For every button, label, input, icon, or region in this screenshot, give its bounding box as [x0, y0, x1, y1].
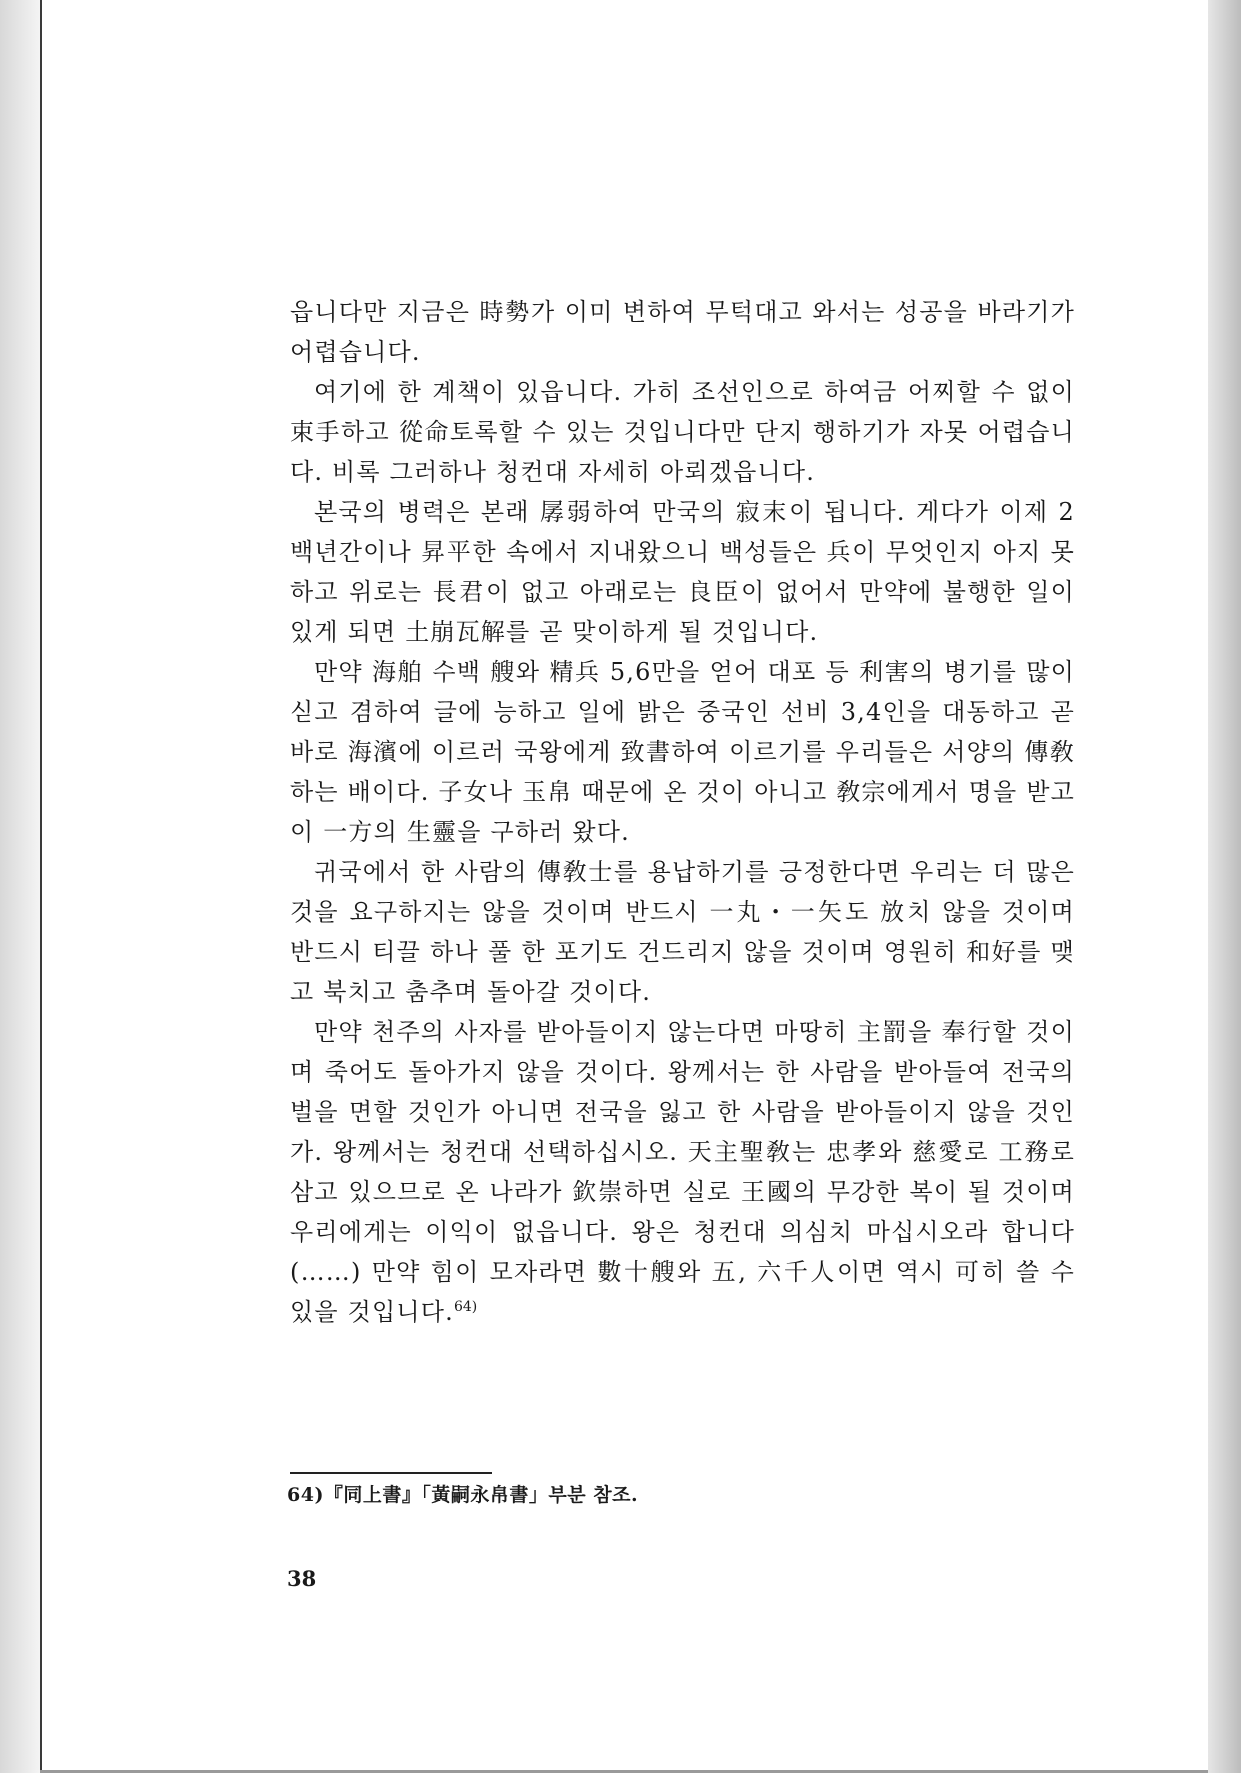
page-number: 38	[287, 1566, 317, 1591]
footnote-reference[interactable]: 64)	[453, 1299, 478, 1315]
paragraph-1	[290, 292, 1075, 372]
paragraph-2	[290, 372, 1075, 492]
paragraph-6-text: 만약 천주의 사자를 받아들이지 않는다면 마땅히 主罰을 奉行할 것이며 죽어도 돌아가지 않을 것이다. 왕께서는 한 사람을 받아들여 전국의 벌을 면할 것인가 아니면 전국을 잃고 한 사람을 받아들이지 않을 것인가. 왕께서는 청컨대 선택하십시오. 天主聖敎는 忠孝와 慈愛로 工務로 삼고 있으므로 온 나라가 欽崇하면 실로 王國의 무강한 복이 될 것이며 우리에게는 이익이 없읍니다. 왕은 청컨대 의심치 마십시오라 합니다 (……) 만약 힘이 모자라면 數十艘와 五, 六千人이면 역시 可히 쓸 수 있을 것입니다.	[290, 1018, 1075, 1326]
paragraph-3	[290, 492, 1075, 652]
body-text	[290, 292, 1075, 1332]
paragraph-6	[290, 1012, 1075, 1332]
paragraph-5-text: 귀국에서 한 사람의 傳敎士를 용납하기를 긍정한다면 우리는 더 많은 것을 요구하지는 않을 것이며 반드시 一丸・一矢도 放치 않을 것이며 반드시 티끌 하나 풀 한 포기도 건드리지 않을 것이며 영원히 和好를 맺고 북치고 춤추며 돌아갈 것이다.	[290, 858, 1075, 1006]
page-spine-shadow	[0, 0, 40, 1773]
footnote-divider	[290, 1472, 492, 1474]
paragraph-5	[290, 852, 1075, 1012]
paragraph-4-text: 만약 海舶 수백 艘와 精兵 5,6만을 얻어 대포 등 利害의 병기를 많이 싣고 겸하여 글에 능하고 일에 밝은 중국인 선비 3,4인을 대동하고 곧바로 海濱에 이르러 국왕에게 致書하여 이르기를 우리들은 서양의 傳敎하는 배이다. 子女나 玉帛 때문에 온 것이 아니고 敎宗에게서 명을 받고 이 一方의 生靈을 구하러 왔다.	[290, 658, 1075, 846]
paragraph-2-text: 여기에 한 계책이 있읍니다. 가히 조선인으로 하여금 어찌할 수 없이 束手하고 從命토록할 수 있는 것입니다만 단지 행하기가 자못 어렵습니다. 비록 그러하나 청컨대 자세히 아뢰겠읍니다.	[290, 378, 1075, 486]
footnote: 64)『同上書』「黃嗣永帛書」부분 참조.	[287, 1484, 639, 1506]
paragraph-4	[290, 652, 1075, 852]
paragraph-1-text: 읍니다만 지금은 時勢가 이미 변하여 무턱대고 와서는 성공을 바라기가 어렵습니다.	[290, 298, 1075, 366]
page-edge-shadow	[1208, 0, 1241, 1773]
paragraph-3-text: 본국의 병력은 본래 孱弱하여 만국의 寂末이 됩니다. 게다가 이제 2백년간이나 昇平한 속에서 지내왔으니 백성들은 兵이 무엇인지 아지 못하고 위로는 長君이 없고 아래로는 良臣이 없어서 만약에 불행한 일이 있게 되면 土崩瓦解를 곧 맞이하게 될 것입니다.	[290, 498, 1075, 646]
